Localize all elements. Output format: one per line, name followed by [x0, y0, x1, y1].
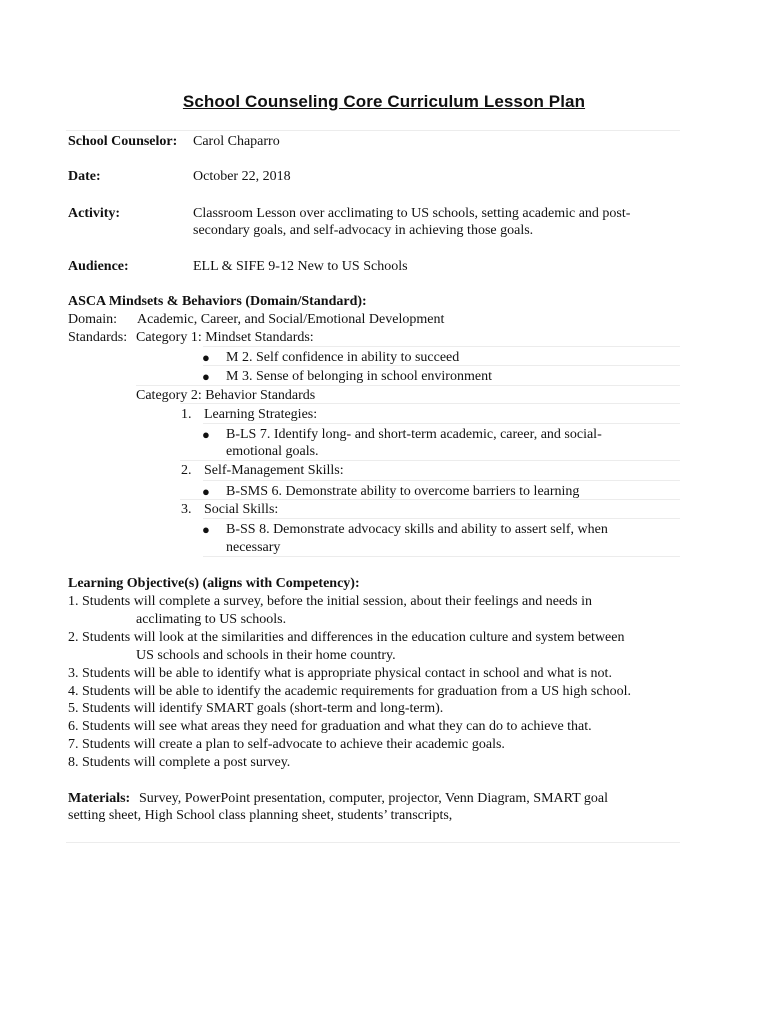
- mindset-item: M 3. Sense of belonging in school environment: [226, 369, 492, 384]
- behavior-item-line: emotional goals.: [226, 444, 319, 459]
- behavior-number: 3.: [181, 502, 192, 517]
- audience-label: Audience:: [68, 259, 129, 274]
- activity-line: Classroom Lesson over acclimating to US schools, setting academic and post-: [193, 206, 631, 221]
- objective-item: 1. Students will complete a survey, before the initial session, about their feelings and needs in: [68, 594, 592, 609]
- document-title: School Counseling Core Curriculum Lesson Plan: [182, 92, 586, 111]
- divider: [180, 499, 680, 500]
- divider: [203, 556, 680, 557]
- divider: [180, 460, 680, 461]
- bullet-icon: ●: [202, 522, 210, 537]
- objective-item: 3. Students will be able to identify what is appropriate physical contact in school and what is not.: [68, 666, 612, 681]
- objective-item: 4. Students will be able to identify the academic requirements for graduation from a US high school.: [68, 684, 631, 699]
- divider: [136, 385, 680, 386]
- behavior-label: Social Skills:: [204, 502, 279, 517]
- materials-label: Materials:: [68, 791, 131, 806]
- audience-value: ELL & SIFE 9-12 New to US Schools: [193, 259, 408, 274]
- activity-line: secondary goals, and self-advocacy in achieving those goals.: [193, 223, 534, 238]
- behavior-number: 2.: [181, 463, 192, 478]
- bullet-icon: ●: [202, 427, 210, 442]
- divider: [203, 518, 680, 519]
- bullet-icon: ●: [202, 484, 210, 499]
- domain-label: Domain:: [68, 312, 117, 327]
- counselor-value: Carol Chaparro: [193, 134, 280, 149]
- behavior-label: Self-Management Skills:: [204, 463, 344, 478]
- divider: [203, 365, 680, 366]
- category-1-label: Category 1: Mindset Standards:: [136, 330, 314, 345]
- behavior-label: Learning Strategies:: [204, 407, 318, 422]
- objective-item-continued: acclimating to US schools.: [136, 612, 287, 627]
- category-2-label: Category 2: Behavior Standards: [136, 388, 316, 403]
- behavior-item-line: B-LS 7. Identify long- and short-term academic, career, and social-: [226, 427, 602, 442]
- divider: [203, 480, 680, 481]
- mindset-item: M 2. Self confidence in ability to succeed: [226, 350, 460, 365]
- objective-item-continued: US schools and schools in their home country.: [136, 648, 396, 663]
- behavior-item-line: B-SS 8. Demonstrate advocacy skills and ability to assert self, when: [226, 522, 608, 537]
- behavior-item-line: B-SMS 6. Demonstrate ability to overcome barriers to learning: [226, 484, 580, 499]
- divider: [66, 842, 680, 843]
- asca-heading: ASCA Mindsets & Behaviors (Domain/Standard):: [68, 294, 367, 309]
- standards-label: Standards:: [68, 330, 128, 345]
- objective-item: 2. Students will look at the similarities and differences in the education culture and system between: [68, 630, 625, 645]
- materials-line: setting sheet, High School class planning sheet, students’ transcripts,: [68, 808, 453, 823]
- objective-item: 8. Students will complete a post survey.: [68, 755, 291, 770]
- bullet-icon: ●: [202, 350, 210, 365]
- divider: [203, 423, 680, 424]
- bullet-icon: ●: [202, 369, 210, 384]
- divider: [180, 403, 680, 404]
- date-label: Date:: [68, 169, 101, 184]
- objective-item: 5. Students will identify SMART goals (short-term and long-term).: [68, 701, 444, 716]
- activity-label: Activity:: [68, 206, 121, 221]
- objectives-heading: Learning Objective(s) (aligns with Competency):: [68, 576, 360, 591]
- date-value: October 22, 2018: [193, 169, 291, 184]
- objective-item: 7. Students will create a plan to self-advocate to achieve their academic goals.: [68, 737, 505, 752]
- objective-item: 6. Students will see what areas they need for graduation and what they can do to achieve that.: [68, 719, 592, 734]
- domain-value: Academic, Career, and Social/Emotional Development: [137, 312, 445, 327]
- behavior-number: 1.: [181, 407, 192, 422]
- divider: [203, 346, 680, 347]
- behavior-item-line: necessary: [226, 540, 281, 555]
- materials-line: Survey, PowerPoint presentation, computer, projector, Venn Diagram, SMART goal: [139, 791, 609, 806]
- divider: [66, 130, 680, 131]
- counselor-label: School Counselor:: [68, 134, 178, 149]
